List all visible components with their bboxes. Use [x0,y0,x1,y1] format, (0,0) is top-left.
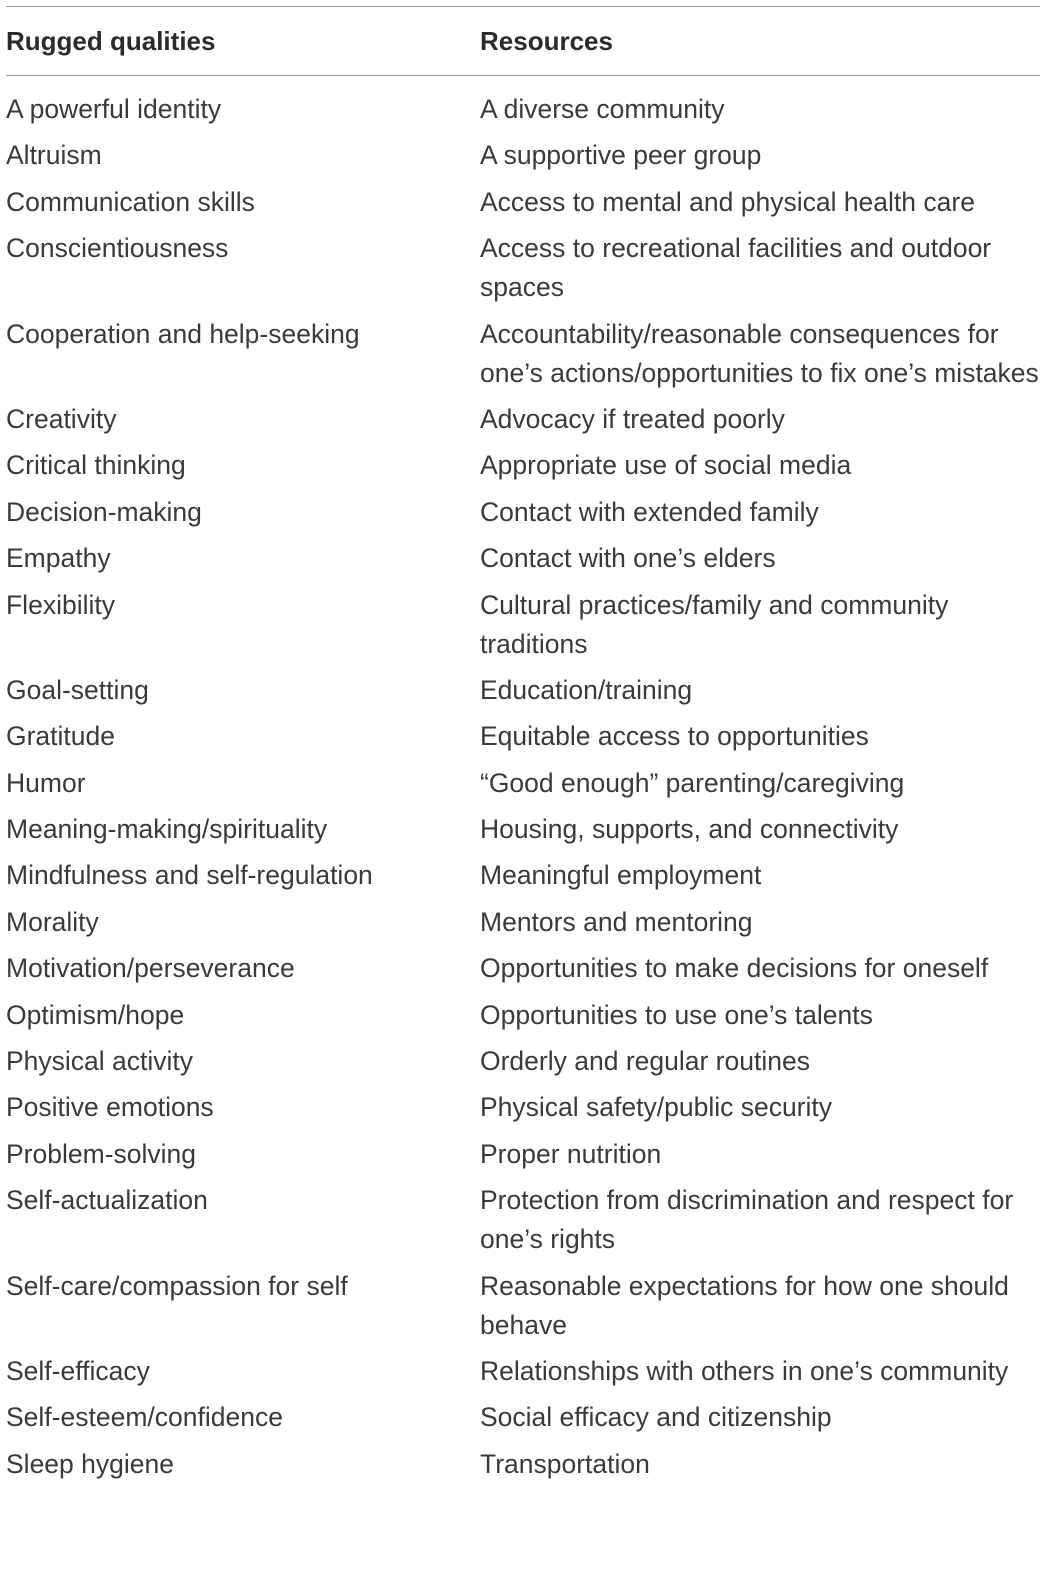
cell-resource: Access to mental and physical health care [480,186,975,217]
cell-rugged-quality: Self-efficacy [6,1355,150,1386]
cell-rugged-quality: Motivation/perseverance [6,953,295,984]
table-row [6,446,1040,485]
cell-resource: Opportunities to use one’s talents [480,999,873,1030]
cell-resource: Physical safety/public security [480,1092,833,1123]
table-row [6,1352,1040,1391]
table-row [6,90,1040,129]
cell-resource: Advocacy if treated poorly [480,403,785,434]
cell-rugged-quality: Morality [6,906,99,937]
table-row [6,949,1040,988]
cell-resource: A supportive peer group [480,140,762,171]
cell-rugged-quality: Self-actualization [6,1185,208,1216]
cell-resource: Social efficacy and citizenship [480,1402,832,1433]
table-row [6,315,1040,393]
table-row [6,810,1040,849]
cell-rugged-quality: Creativity [6,403,117,434]
cell-rugged-quality: Goal-setting [6,674,149,705]
table-row [6,400,1040,439]
cell-resource: Reasonable expectations for how one should behave [480,1270,1009,1340]
table-row [6,856,1040,895]
table-row [6,1135,1040,1174]
cell-resource: A diverse community [480,94,725,124]
cell-rugged-quality: Flexibility [6,589,115,620]
cell-resource: Education/training [480,674,693,705]
cell-resource: Contact with one’s elders [480,543,776,574]
cell-rugged-quality: Empathy [6,543,111,574]
table-row [6,1181,1040,1259]
table-row [6,764,1040,803]
cell-resource: Cultural practices/family and community traditions [480,589,949,659]
cell-rugged-quality: Self-care/compassion for self [6,1270,348,1301]
cell-resource: Orderly and regular routines [480,1046,810,1077]
cell-rugged-quality: Optimism/hope [6,999,185,1030]
cell-rugged-quality: Humor [6,767,86,798]
cell-rugged-quality: Problem-solving [6,1138,196,1169]
cell-rugged-quality: Positive emotions [6,1092,214,1123]
cell-rugged-quality: Self-esteem/confidence [6,1402,283,1433]
cell-resource: “Good enough” parenting/caregiving [480,767,905,798]
cell-resource: Appropriate use of social media [480,450,852,481]
cell-resource: Meaningful employment [480,860,762,891]
cell-rugged-quality: Decision-making [6,496,202,527]
cell-resource: Protection from discrimination and respect for one’s rights [480,1185,1014,1255]
cell-rugged-quality: Physical activity [6,1046,194,1077]
cell-rugged-quality: Altruism [6,140,102,171]
table-row [6,996,1040,1035]
table-row [6,229,1040,307]
cell-rugged-quality: Mindfulness and self-regulation [6,860,373,891]
table-row [6,493,1040,532]
cell-resource: Proper nutrition [480,1138,662,1169]
cell-rugged-quality: Critical thinking [6,450,186,481]
cell-resource: Relationships with others in one’s community [480,1355,1009,1386]
table-row [6,1445,1040,1484]
table-row [6,539,1040,578]
table-row [6,671,1040,710]
cell-resource: Mentors and mentoring [480,906,753,937]
table-row [6,1088,1040,1127]
cell-rugged-quality: Conscientiousness [6,233,229,264]
cell-resource: Equitable access to opportunities [480,721,869,752]
cell-rugged-quality: Cooperation and help-seeking [6,318,360,349]
cell-rugged-quality: A powerful identity [6,94,222,124]
cell-rugged-quality: Meaning-making/spirituality [6,814,328,845]
table-row [6,1267,1040,1345]
table-row [6,136,1040,175]
table-row [6,903,1040,942]
table-row [6,1042,1040,1081]
table-header-row [6,7,1040,75]
cell-resource: Transportation [480,1448,650,1479]
cell-resource: Contact with extended family [480,496,819,527]
cell-resource: Access to recreational facilities and outdoor spaces [480,233,992,303]
table-row [6,183,1040,222]
header-rugged-qualities: Rugged qualities [6,25,216,56]
cell-rugged-quality: Communication skills [6,186,255,217]
table-row [6,586,1040,664]
table-row [6,717,1040,756]
table-row [6,1398,1040,1437]
cell-rugged-quality: Sleep hygiene [6,1448,174,1479]
resilience-table [6,0,1040,1491]
cell-resource: Housing, supports, and connectivity [480,814,899,845]
cell-resource: Opportunities to make decisions for oneself [480,953,989,984]
cell-resource: Accountability/reasonable consequences for one’s actions/opportunities to fix one’s mistakes [480,318,1039,388]
header-resources: Resources [480,25,613,56]
cell-rugged-quality: Gratitude [6,721,116,752]
table-body [6,76,1040,1484]
